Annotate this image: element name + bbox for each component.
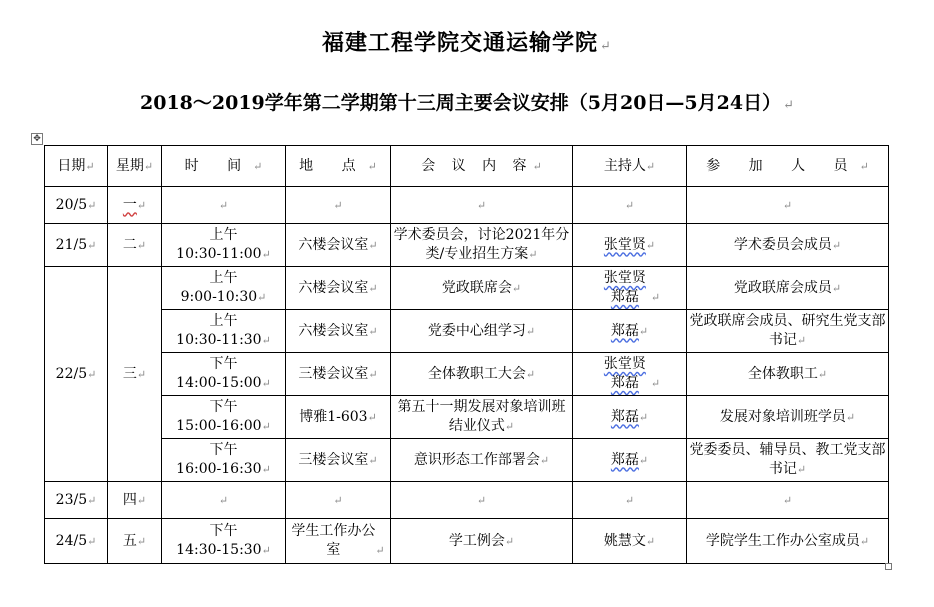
table-row xyxy=(45,353,889,396)
host-cell: 张堂贤 郑磊 ↵ xyxy=(573,267,687,310)
table-row xyxy=(45,482,889,519)
date-cell: 21/5↵ xyxy=(45,224,108,267)
header-attendees: 参 加 人 员↵ xyxy=(687,146,889,187)
attendees-cell: 全体教职工↵ xyxy=(687,353,889,396)
host-cell: 张堂贤 郑磊 ↵ xyxy=(573,353,687,396)
header-host: 主持人↵ xyxy=(573,146,687,187)
paragraph-mark: ↵ xyxy=(783,98,794,113)
time-cell: 上午 10:30-11:30↵ xyxy=(162,310,286,353)
header-content: 会 议 内 容↵ xyxy=(391,146,573,187)
attendees-cell: 党政联席会成员、研究生党支部书记↵ xyxy=(687,310,889,353)
header-date: 日期↵ xyxy=(45,146,108,187)
host-cell: 郑磊↵ xyxy=(573,310,687,353)
place-cell: 博雅1-603↵ xyxy=(286,396,391,439)
place-cell: ↵ xyxy=(286,482,391,519)
host-cell: ↵ xyxy=(573,187,687,224)
content-cell: ↵ xyxy=(391,187,573,224)
document-subtitle: 2018～2019学年第二学期第十三周主要会议安排（5月20日—5月24日） ↵ xyxy=(140,92,794,114)
place-cell: 六楼会议室↵ xyxy=(286,267,391,310)
document-title: 福建工程学院交通运输学院 ↵ xyxy=(322,30,612,56)
host-cell: 姚慧文↵ xyxy=(573,519,687,564)
meeting-schedule-table xyxy=(44,145,889,564)
place-cell: 学生工作办公室 ↵ xyxy=(286,519,391,564)
weekday-cell: 三↵ xyxy=(108,267,162,482)
content-cell: 第五十一期发展对象培训班结业仪式↵ xyxy=(391,396,573,439)
attendees-cell: 党委委员、辅导员、教工党支部书记↵ xyxy=(687,439,889,482)
date-cell: 24/5↵ xyxy=(45,519,108,564)
header-weekday: 星期↵ xyxy=(108,146,162,187)
attendees-cell: ↵ xyxy=(687,187,889,224)
place-cell: 六楼会议室↵ xyxy=(286,310,391,353)
content-cell: 党政联席会↵ xyxy=(391,267,573,310)
host-cell: 张堂贤↵ xyxy=(573,224,687,267)
table-resize-handle[interactable] xyxy=(885,563,892,570)
time-cell: 上午 10:30-11:00↵ xyxy=(162,224,286,267)
time-cell: 下午 16:00-16:30↵ xyxy=(162,439,286,482)
table-header-row xyxy=(45,146,889,187)
date-cell: 23/5↵ xyxy=(45,482,108,519)
time-cell: 上午 9:00-10:30↵ xyxy=(162,267,286,310)
host-cell: ↵ xyxy=(573,482,687,519)
content-cell: 党委中心组学习↵ xyxy=(391,310,573,353)
attendees-cell: 学院学生工作办公室成员↵ xyxy=(687,519,889,564)
weekday-cell: 一↵ xyxy=(108,187,162,224)
weekday-cell: 五↵ xyxy=(108,519,162,564)
weekday-cell: 二↵ xyxy=(108,224,162,267)
header-time: 时 间↵ xyxy=(162,146,286,187)
paragraph-mark: ↵ xyxy=(600,39,612,54)
attendees-cell: 发展对象培训班学员↵ xyxy=(687,396,889,439)
host-cell: 郑磊↵ xyxy=(573,439,687,482)
host-cell: 郑磊↵ xyxy=(573,396,687,439)
header-place: 地 点↵ xyxy=(286,146,391,187)
date-cell: 20/5↵ xyxy=(45,187,108,224)
time-cell: 下午 14:00-15:00↵ xyxy=(162,353,286,396)
content-cell: 学工例会↵ xyxy=(391,519,573,564)
place-cell: ↵ xyxy=(286,187,391,224)
attendees-cell: ↵ xyxy=(687,482,889,519)
weekday-cell: 四↵ xyxy=(108,482,162,519)
content-cell: 全体教职工大会↵ xyxy=(391,353,573,396)
table-row xyxy=(45,310,889,353)
place-cell: 三楼会议室↵ xyxy=(286,439,391,482)
time-cell: ↵ xyxy=(162,482,286,519)
table-row xyxy=(45,439,889,482)
table-row xyxy=(45,396,889,439)
table-row xyxy=(45,519,889,564)
place-cell: 六楼会议室↵ xyxy=(286,224,391,267)
attendees-cell: 学术委员会成员↵ xyxy=(687,224,889,267)
date-cell: 22/5↵ xyxy=(45,267,108,482)
content-cell: 意识形态工作部署会↵ xyxy=(391,439,573,482)
time-cell: 下午 14:30-15:30↵ xyxy=(162,519,286,564)
table-row xyxy=(45,187,889,224)
table-row xyxy=(45,267,889,310)
attendees-cell: 党政联席会成员↵ xyxy=(687,267,889,310)
content-cell: ↵ xyxy=(391,482,573,519)
table-move-handle-icon[interactable]: ✥ xyxy=(31,133,43,145)
time-cell: ↵ xyxy=(162,187,286,224)
place-cell: 三楼会议室↵ xyxy=(286,353,391,396)
content-cell: 学术委员会，讨论2021年分类/专业招生方案↵ xyxy=(391,224,573,267)
table-row xyxy=(45,224,889,267)
time-cell: 下午 15:00-16:00↵ xyxy=(162,396,286,439)
